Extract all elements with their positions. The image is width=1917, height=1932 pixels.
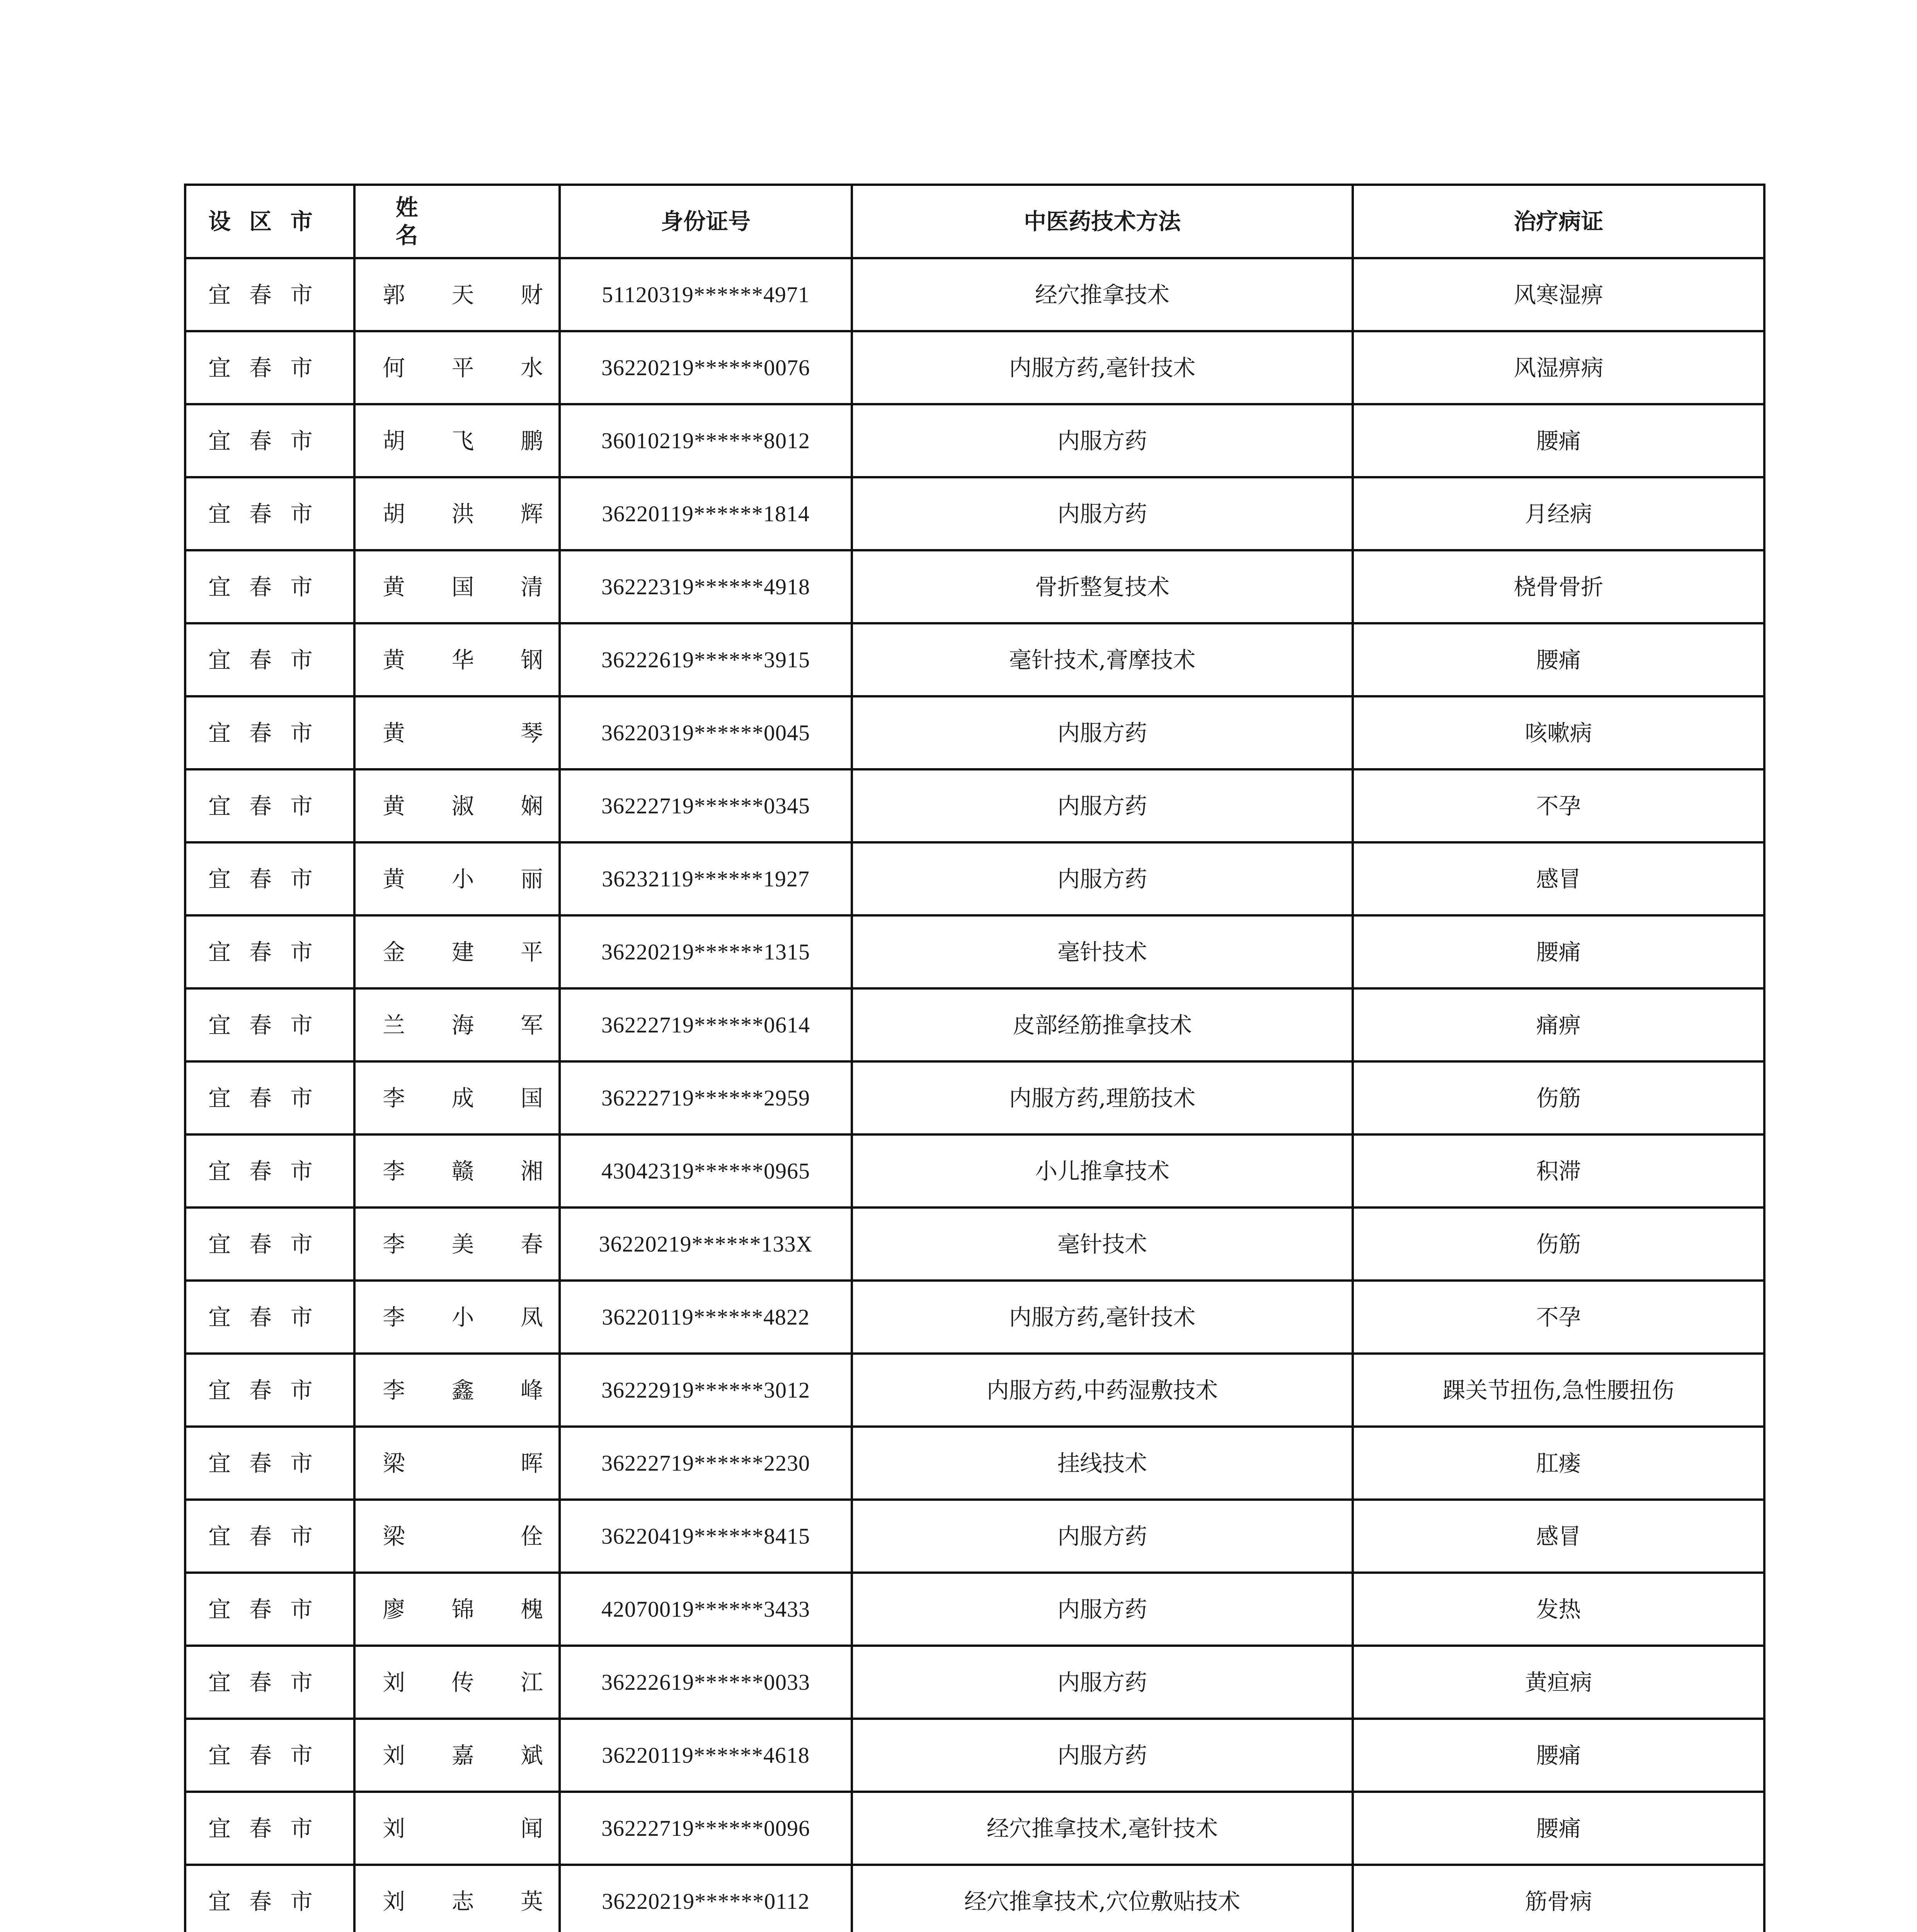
cell-id-number: 36222619******3915 — [560, 623, 852, 696]
table-row — [185, 842, 1764, 915]
cell-disease: 不孕 — [1353, 1281, 1764, 1354]
cell-id-number: 36220119******4822 — [560, 1281, 852, 1354]
name-char: 国 — [520, 1085, 543, 1111]
name-char: 刘 — [383, 1888, 405, 1915]
name-char: 美 — [451, 1231, 474, 1257]
table-row — [185, 988, 1764, 1061]
cell-name — [354, 769, 560, 842]
table-row — [185, 1208, 1764, 1281]
cell-city: 宜春市 — [185, 1573, 354, 1646]
cell-tcm-method: 内服方药 — [852, 477, 1353, 550]
name-char: 江 — [520, 1669, 543, 1696]
name-chars — [383, 1449, 543, 1477]
name-char: 佺 — [520, 1523, 543, 1549]
cell-tcm-method: 小儿推拿技术 — [852, 1134, 1353, 1208]
cell-disease: 桡骨骨折 — [1353, 550, 1764, 623]
cell-tcm-method: 内服方药 — [852, 1573, 1353, 1646]
name-char: 锦 — [451, 1596, 474, 1622]
table-row — [185, 915, 1764, 988]
cell-name — [354, 915, 560, 988]
practitioner-table — [184, 184, 1765, 1932]
name-char: 黄 — [383, 866, 405, 892]
cell-city: 宜春市 — [185, 550, 354, 623]
cell-disease: 风湿痹病 — [1353, 331, 1764, 404]
name-char: 湘 — [520, 1158, 543, 1184]
name-char: 嘉 — [451, 1742, 474, 1769]
name-char: 国 — [451, 573, 474, 600]
document-table-container — [184, 184, 1725, 1932]
name-char: 黄 — [383, 719, 405, 746]
name-char: 琴 — [520, 719, 543, 746]
name-char: 李 — [383, 1377, 405, 1403]
name-chars — [383, 719, 543, 747]
name-chars — [383, 1742, 543, 1769]
name-char: 英 — [520, 1888, 543, 1915]
name-char: 清 — [520, 573, 543, 600]
cell-id-number: 36222719******0096 — [560, 1792, 852, 1865]
cell-name — [354, 1354, 560, 1427]
cell-name — [354, 842, 560, 915]
name-char: 娴 — [520, 793, 543, 819]
name-chars — [383, 938, 543, 966]
name-char: 小 — [451, 1304, 474, 1330]
table-row — [185, 769, 1764, 842]
cell-city: 宜春市 — [185, 1061, 354, 1134]
cell-disease: 伤筋 — [1353, 1208, 1764, 1281]
name-char: 钢 — [520, 646, 543, 673]
name-chars — [383, 573, 543, 601]
cell-tcm-method: 内服方药 — [852, 1646, 1353, 1719]
name-chars — [383, 1522, 543, 1550]
table-row — [185, 1061, 1764, 1134]
name-char: 鑫 — [451, 1377, 474, 1403]
name-char: 兰 — [383, 1012, 405, 1038]
name-char: 平 — [520, 939, 543, 965]
name-char: 黄 — [383, 573, 405, 600]
cell-disease: 痛痹 — [1353, 988, 1764, 1061]
cell-name — [354, 1573, 560, 1646]
cell-id-number: 36222719******0614 — [560, 988, 852, 1061]
name-char: 赣 — [451, 1158, 474, 1184]
cell-city: 宜春市 — [185, 988, 354, 1061]
cell-disease: 踝关节扭伤,急性腰扭伤 — [1353, 1354, 1764, 1427]
cell-tcm-method: 内服方药 — [852, 1500, 1353, 1573]
name-chars — [383, 354, 543, 382]
cell-id-number: 36222719******2230 — [560, 1427, 852, 1500]
name-char: 郭 — [383, 281, 405, 308]
cell-id-number: 36220219******133X — [560, 1208, 852, 1281]
cell-tcm-method: 毫针技术 — [852, 915, 1353, 988]
cell-name — [354, 477, 560, 550]
cell-disease: 积滞 — [1353, 1134, 1764, 1208]
name-char: 峰 — [520, 1377, 543, 1403]
name-char: 梁 — [383, 1450, 405, 1476]
name-chars — [383, 281, 543, 309]
name-chars — [383, 792, 543, 820]
header-tcm-method: 中医药技术方法 — [852, 185, 1353, 258]
cell-city: 宜春市 — [185, 1865, 354, 1932]
name-char: 刘 — [383, 1669, 405, 1696]
table-row — [185, 1427, 1764, 1500]
cell-name — [354, 623, 560, 696]
cell-city: 宜春市 — [185, 331, 354, 404]
cell-name — [354, 550, 560, 623]
name-char: 辉 — [520, 500, 543, 527]
cell-disease: 腰痛 — [1353, 1792, 1764, 1865]
name-chars — [383, 1011, 543, 1039]
name-chars — [383, 1595, 543, 1623]
name-char: 华 — [451, 646, 474, 673]
cell-tcm-method: 毫针技术 — [852, 1208, 1353, 1281]
cell-tcm-method: 内服方药,中药湿敷技术 — [852, 1354, 1353, 1427]
cell-id-number: 36220219******0076 — [560, 331, 852, 404]
cell-id-number: 36220419******8415 — [560, 1500, 852, 1573]
cell-tcm-method: 内服方药 — [852, 842, 1353, 915]
cell-name — [354, 1792, 560, 1865]
table-row — [185, 623, 1764, 696]
name-char: 飞 — [451, 427, 474, 454]
table-row — [185, 1573, 1764, 1646]
cell-name — [354, 331, 560, 404]
name-char: 斌 — [520, 1742, 543, 1769]
cell-city: 宜春市 — [185, 1281, 354, 1354]
table-body — [185, 258, 1764, 1932]
cell-disease: 肛瘘 — [1353, 1427, 1764, 1500]
table-row — [185, 1865, 1764, 1932]
table-row — [185, 404, 1764, 477]
cell-name — [354, 1865, 560, 1932]
name-chars — [383, 427, 543, 455]
cell-city: 宜春市 — [185, 1792, 354, 1865]
table-row — [185, 1134, 1764, 1208]
name-char: 廖 — [383, 1596, 405, 1622]
name-chars — [383, 1084, 543, 1112]
cell-tcm-method: 经穴推拿技术,毫针技术 — [852, 1792, 1353, 1865]
table-row — [185, 1792, 1764, 1865]
name-chars — [383, 1815, 543, 1842]
name-char: 海 — [451, 1012, 474, 1038]
name-char: 水 — [520, 354, 543, 381]
cell-city: 宜春市 — [185, 696, 354, 769]
cell-id-number: 36222719******0345 — [560, 769, 852, 842]
cell-disease: 腰痛 — [1353, 404, 1764, 477]
header-id-number: 身份证号 — [560, 185, 852, 258]
name-char: 金 — [383, 939, 405, 965]
table-row — [185, 331, 1764, 404]
name-char: 闻 — [520, 1815, 543, 1842]
cell-name — [354, 1646, 560, 1719]
cell-name — [354, 1719, 560, 1792]
name-char: 胡 — [383, 427, 405, 454]
name-char: 传 — [451, 1669, 474, 1696]
cell-tcm-method: 内服方药,毫针技术 — [852, 1281, 1353, 1354]
cell-city: 宜春市 — [185, 258, 354, 331]
name-char: 李 — [383, 1085, 405, 1111]
name-char: 鹏 — [520, 427, 543, 454]
cell-disease: 黄疸病 — [1353, 1646, 1764, 1719]
cell-city: 宜春市 — [185, 915, 354, 988]
cell-disease: 腰痛 — [1353, 915, 1764, 988]
cell-disease: 不孕 — [1353, 769, 1764, 842]
table-row — [185, 1719, 1764, 1792]
table-row — [185, 550, 1764, 623]
header-name: 姓名 — [354, 185, 560, 258]
name-char: 黄 — [383, 793, 405, 819]
cell-tcm-method: 内服方药 — [852, 696, 1353, 769]
cell-id-number: 51120319******4971 — [560, 258, 852, 331]
cell-name — [354, 988, 560, 1061]
name-char: 成 — [451, 1085, 474, 1111]
name-char: 军 — [520, 1012, 543, 1038]
cell-id-number: 36220219******1315 — [560, 915, 852, 988]
name-char: 淑 — [451, 793, 474, 819]
cell-tcm-method: 内服方药,毫针技术 — [852, 331, 1353, 404]
cell-id-number: 36222919******3012 — [560, 1354, 852, 1427]
cell-tcm-method: 内服方药 — [852, 1719, 1353, 1792]
cell-disease: 月经病 — [1353, 477, 1764, 550]
cell-id-number: 36220119******4618 — [560, 1719, 852, 1792]
cell-id-number: 36220119******1814 — [560, 477, 852, 550]
cell-id-number: 43042319******0965 — [560, 1134, 852, 1208]
name-chars — [383, 865, 543, 893]
name-char: 刘 — [383, 1815, 405, 1842]
table-row — [185, 258, 1764, 331]
name-chars — [383, 646, 543, 674]
cell-id-number: 36222719******2959 — [560, 1061, 852, 1134]
cell-disease: 腰痛 — [1353, 623, 1764, 696]
cell-tcm-method: 内服方药 — [852, 404, 1353, 477]
name-char: 何 — [383, 354, 405, 381]
cell-disease: 咳嗽病 — [1353, 696, 1764, 769]
cell-tcm-method: 内服方药 — [852, 769, 1353, 842]
table-row — [185, 477, 1764, 550]
cell-disease: 伤筋 — [1353, 1061, 1764, 1134]
name-chars — [383, 1888, 543, 1915]
cell-id-number: 36222319******4918 — [560, 550, 852, 623]
name-chars — [383, 1157, 543, 1185]
cell-city: 宜春市 — [185, 1354, 354, 1427]
name-char: 洪 — [451, 500, 474, 527]
table-row — [185, 696, 1764, 769]
cell-name — [354, 1208, 560, 1281]
cell-id-number: 42070019******3433 — [560, 1573, 852, 1646]
header-city: 设区市 — [185, 185, 354, 258]
cell-city: 宜春市 — [185, 404, 354, 477]
name-char: 胡 — [383, 500, 405, 527]
cell-disease: 风寒湿痹 — [1353, 258, 1764, 331]
cell-name — [354, 696, 560, 769]
cell-city: 宜春市 — [185, 1427, 354, 1500]
name-char: 建 — [451, 939, 474, 965]
name-char: 平 — [451, 354, 474, 381]
cell-city: 宜春市 — [185, 623, 354, 696]
cell-id-number: 36010219******8012 — [560, 404, 852, 477]
cell-disease: 感冒 — [1353, 1500, 1764, 1573]
cell-city: 宜春市 — [185, 1719, 354, 1792]
name-chars — [383, 500, 543, 528]
cell-id-number: 36220219******0112 — [560, 1865, 852, 1932]
cell-city: 宜春市 — [185, 842, 354, 915]
table-row — [185, 1500, 1764, 1573]
cell-tcm-method: 经穴推拿技术 — [852, 258, 1353, 331]
cell-city: 宜春市 — [185, 1500, 354, 1573]
cell-disease: 筋骨病 — [1353, 1865, 1764, 1932]
name-char: 小 — [451, 866, 474, 892]
cell-disease: 感冒 — [1353, 842, 1764, 915]
cell-tcm-method: 挂线技术 — [852, 1427, 1353, 1500]
name-char: 李 — [383, 1304, 405, 1330]
cell-city: 宜春市 — [185, 477, 354, 550]
name-char: 志 — [451, 1888, 474, 1915]
cell-city: 宜春市 — [185, 1208, 354, 1281]
name-char: 刘 — [383, 1742, 405, 1769]
cell-name — [354, 1427, 560, 1500]
cell-name — [354, 258, 560, 331]
name-char: 槐 — [520, 1596, 543, 1622]
name-char: 李 — [383, 1158, 405, 1184]
cell-disease: 腰痛 — [1353, 1719, 1764, 1792]
table-row — [185, 1354, 1764, 1427]
cell-tcm-method: 内服方药,理筋技术 — [852, 1061, 1353, 1134]
cell-name — [354, 1500, 560, 1573]
cell-name — [354, 404, 560, 477]
cell-id-number: 36220319******0045 — [560, 696, 852, 769]
name-chars — [383, 1668, 543, 1696]
cell-id-number: 36222619******0033 — [560, 1646, 852, 1719]
name-char: 黄 — [383, 646, 405, 673]
name-chars — [383, 1376, 543, 1404]
cell-tcm-method: 经穴推拿技术,穴位敷贴技术 — [852, 1865, 1353, 1932]
name-char: 春 — [520, 1231, 543, 1257]
name-char: 天 — [451, 281, 474, 308]
cell-name — [354, 1061, 560, 1134]
table-row — [185, 1646, 1764, 1719]
cell-name — [354, 1281, 560, 1354]
cell-city: 宜春市 — [185, 769, 354, 842]
name-char: 李 — [383, 1231, 405, 1257]
cell-id-number: 36232119******1927 — [560, 842, 852, 915]
header-disease: 治疗病证 — [1353, 185, 1764, 258]
cell-city: 宜春市 — [185, 1646, 354, 1719]
table-header-row — [185, 185, 1764, 258]
name-char: 丽 — [520, 866, 543, 892]
cell-name — [354, 1134, 560, 1208]
name-char: 梁 — [383, 1523, 405, 1549]
cell-tcm-method: 皮部经筋推拿技术 — [852, 988, 1353, 1061]
name-chars — [383, 1230, 543, 1258]
cell-disease: 发热 — [1353, 1573, 1764, 1646]
name-char: 晖 — [520, 1450, 543, 1476]
name-chars — [383, 1303, 543, 1331]
name-char: 凤 — [520, 1304, 543, 1330]
name-char: 财 — [520, 281, 543, 308]
cell-tcm-method: 毫针技术,膏摩技术 — [852, 623, 1353, 696]
table-row — [185, 1281, 1764, 1354]
cell-tcm-method: 骨折整复技术 — [852, 550, 1353, 623]
cell-city: 宜春市 — [185, 1134, 354, 1208]
